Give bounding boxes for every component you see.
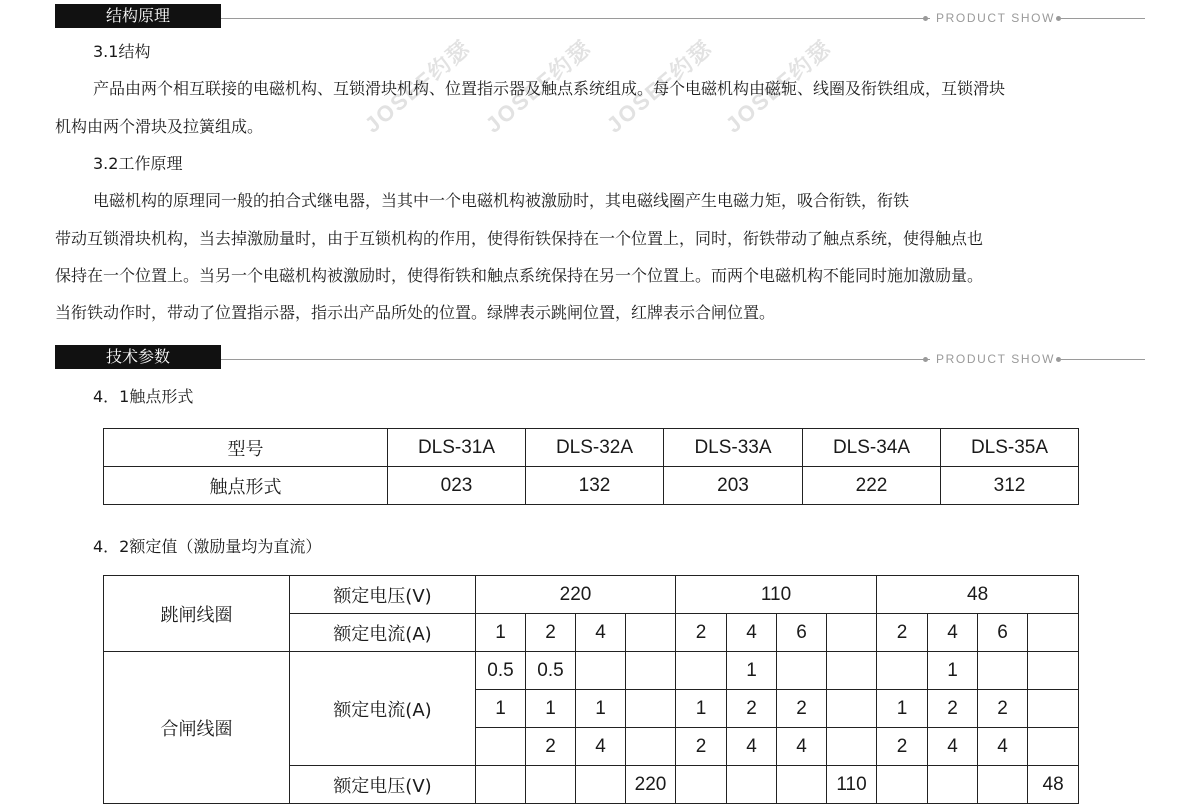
current-cell: 2	[777, 690, 827, 728]
section-title: 技术参数	[55, 345, 221, 369]
contact-cell: 222	[803, 467, 941, 505]
contact-cell: 023	[388, 467, 526, 505]
paragraph-line: 产品由两个相互联接的电磁机构、互锁滑块机构、位置指示器及触点系统组成。每个电磁机构由磁轭、线圈及衔铁组成，互锁滑块	[93, 79, 1006, 98]
rated-values-table	[103, 575, 1079, 804]
current-cell	[626, 728, 676, 766]
subheading-principle: 3.2工作原理	[93, 154, 183, 173]
current-cell	[1028, 652, 1079, 690]
current-cell: 1	[877, 690, 928, 728]
section-header-parameters	[55, 345, 1145, 369]
voltage-cell: 110	[676, 576, 877, 614]
rated-voltage-label: 额定电压(V)	[290, 576, 476, 614]
voltage-cell	[576, 766, 626, 804]
rated-current-label: 额定电流(A)	[290, 652, 476, 766]
current-cell: 1	[676, 690, 727, 728]
voltage-cell: 110	[827, 766, 877, 804]
current-cell: 4	[576, 728, 626, 766]
current-cell: 6	[777, 614, 827, 652]
current-cell	[576, 652, 626, 690]
current-cell	[827, 690, 877, 728]
model-cell: DLS-32A	[526, 429, 664, 467]
voltage-cell	[526, 766, 576, 804]
current-cell: 4	[928, 728, 978, 766]
subheading-contact-form: 4．1触点形式	[93, 387, 194, 406]
current-cell	[476, 728, 526, 766]
contact-cell: 132	[526, 467, 664, 505]
product-show-tag: PRODUCT SHOW	[930, 9, 1061, 27]
voltage-cell: 220	[476, 576, 676, 614]
current-cell	[1028, 614, 1079, 652]
current-cell: 0.5	[476, 652, 526, 690]
voltage-cell	[777, 766, 827, 804]
contact-cell: 312	[941, 467, 1079, 505]
watermark: JOSEF约瑟	[720, 34, 837, 138]
current-cell: 2	[877, 614, 928, 652]
current-cell	[777, 652, 827, 690]
voltage-cell	[928, 766, 978, 804]
current-cell: 1	[476, 614, 526, 652]
current-cell: 4	[576, 614, 626, 652]
current-cell	[626, 614, 676, 652]
dot-icon	[1056, 16, 1061, 21]
current-cell: 2	[727, 690, 777, 728]
contact-cell: 203	[664, 467, 803, 505]
current-cell: 4	[978, 728, 1028, 766]
current-cell	[978, 652, 1028, 690]
dot-icon	[923, 357, 928, 362]
watermark: JOSEF约瑟	[480, 34, 597, 138]
current-cell: 1	[526, 690, 576, 728]
trip-coil-label: 跳闸线圈	[104, 576, 290, 652]
rated-voltage-label: 额定电压(V)	[290, 766, 476, 804]
close-coil-label: 合闸线圈	[104, 652, 290, 804]
current-cell: 4	[727, 614, 777, 652]
current-cell: 2	[877, 728, 928, 766]
voltage-cell	[676, 766, 727, 804]
current-cell: 1	[928, 652, 978, 690]
section-title: 结构原理	[55, 4, 221, 28]
section-header-structure	[55, 4, 1145, 28]
rated-current-label: 额定电流(A)	[290, 614, 476, 652]
current-cell: 6	[978, 614, 1028, 652]
current-cell	[676, 652, 727, 690]
voltage-cell	[476, 766, 526, 804]
dot-icon	[923, 16, 928, 21]
model-cell: DLS-33A	[664, 429, 803, 467]
model-cell: DLS-35A	[941, 429, 1079, 467]
current-cell: 1	[476, 690, 526, 728]
subheading-structure: 3.1结构	[93, 42, 151, 61]
voltage-cell: 220	[626, 766, 676, 804]
voltage-cell	[877, 766, 928, 804]
current-cell	[827, 614, 877, 652]
header-cell: 型号	[104, 429, 388, 467]
watermark: JOSEF约瑟	[359, 34, 476, 138]
model-cell: DLS-31A	[388, 429, 526, 467]
subheading-rated-values: 4．2额定值（激励量均为直流）	[93, 537, 322, 556]
current-cell: 4	[777, 728, 827, 766]
paragraph-line: 带动互锁滑块机构，当去掉激励量时，由于互锁机构的作用，使得衔铁保持在一个位置上，同时，衔铁带动了触点系统，使得触点也	[55, 229, 984, 248]
current-cell: 2	[526, 614, 576, 652]
current-cell: 2	[676, 728, 727, 766]
current-cell: 4	[928, 614, 978, 652]
current-cell: 2	[978, 690, 1028, 728]
product-show-tag: PRODUCT SHOW	[930, 350, 1061, 368]
current-cell: 0.5	[526, 652, 576, 690]
current-cell	[827, 652, 877, 690]
current-cell	[626, 652, 676, 690]
current-cell: 2	[928, 690, 978, 728]
dot-icon	[1056, 357, 1061, 362]
voltage-cell	[978, 766, 1028, 804]
contact-form-table	[103, 428, 1079, 505]
watermark: JOSEF约瑟	[601, 34, 718, 138]
header-cell: 触点形式	[104, 467, 388, 505]
voltage-cell	[727, 766, 777, 804]
current-cell	[1028, 690, 1079, 728]
current-cell: 2	[676, 614, 727, 652]
paragraph-line: 电磁机构的原理同一般的拍合式继电器，当其中一个电磁机构被激励时，其电磁线圈产生电磁力矩，吸合衔铁，衔铁	[93, 191, 910, 210]
paragraph-line: 保持在一个位置上。当另一个电磁机构被激励时，使得衔铁和触点系统保持在另一个位置上。而两个电磁机构不能同时施加激励量。	[55, 266, 984, 285]
paragraph-line: 当衔铁动作时，带动了位置指示器，指示出产品所处的位置。绿牌表示跳闸位置，红牌表示合闸位置。	[55, 303, 776, 322]
voltage-cell: 48	[1028, 766, 1079, 804]
current-cell: 2	[526, 728, 576, 766]
current-cell	[1028, 728, 1079, 766]
current-cell	[827, 728, 877, 766]
voltage-cell: 48	[877, 576, 1079, 614]
current-cell	[626, 690, 676, 728]
current-cell: 1	[727, 652, 777, 690]
paragraph-line: 机构由两个滑块及拉簧组成。	[55, 117, 264, 136]
current-cell: 1	[576, 690, 626, 728]
current-cell: 4	[727, 728, 777, 766]
model-cell: DLS-34A	[803, 429, 941, 467]
current-cell	[877, 652, 928, 690]
